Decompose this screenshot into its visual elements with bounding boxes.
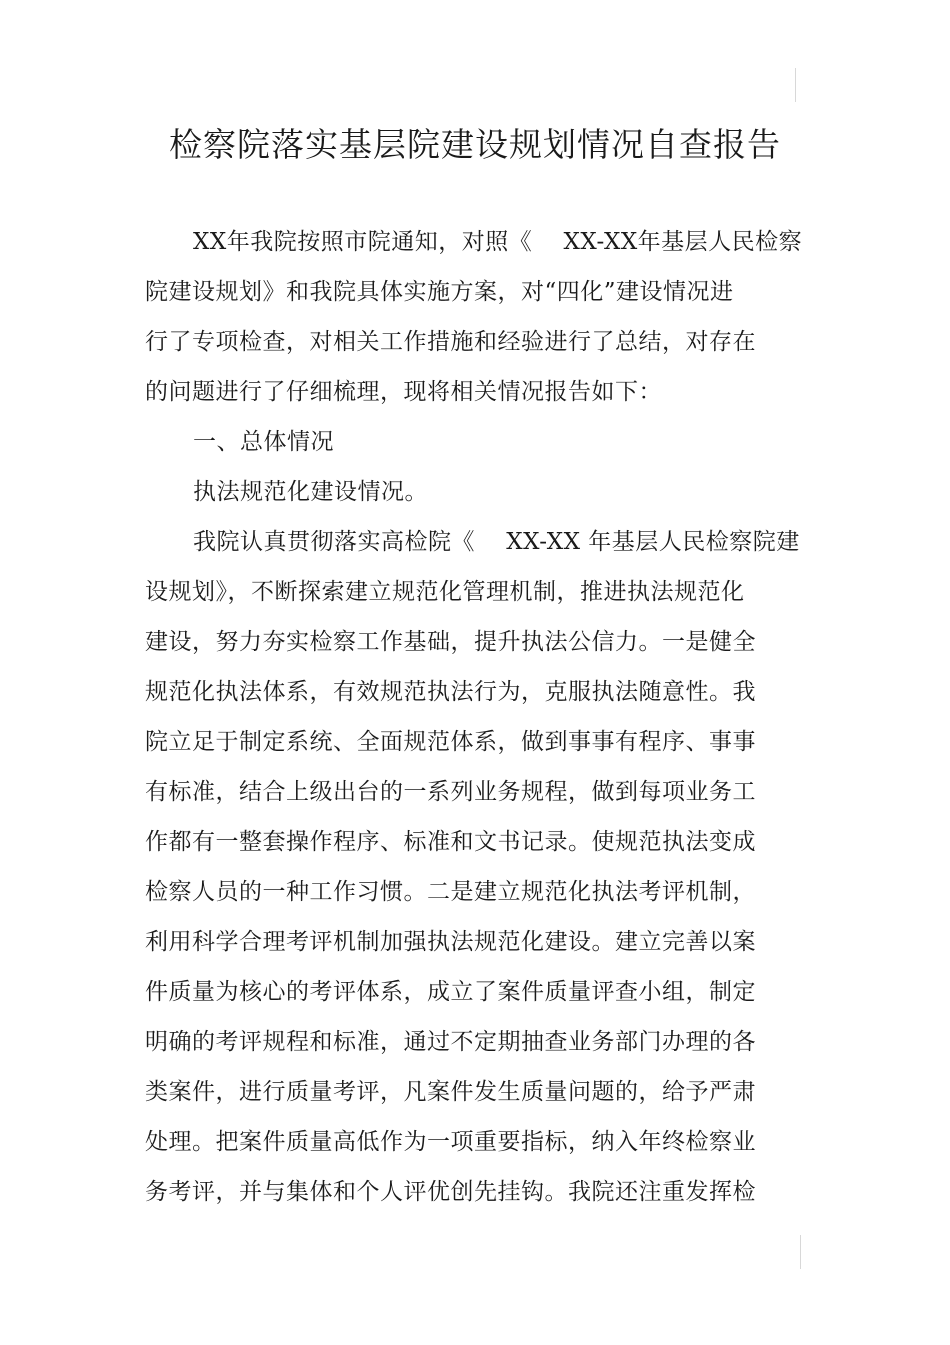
body-line: 我院认真贯彻落实高检院《 XX-XX 年基层人民检察院建	[193, 529, 800, 555]
subsection-heading: 执法规范化建设情况。	[193, 479, 428, 505]
body-line: 处理。把案件质量高低作为一项重要指标，纳入年终检察业	[145, 1129, 756, 1155]
body-line: XX年我院按照市院通知，对照《 XX-XX年基层人民检察	[193, 229, 803, 255]
document-title: 检察院落实基层院建设规划情况自查报告	[169, 125, 781, 164]
body-line: 规范化执法体系，有效规范执法行为，克服执法随意性。我	[145, 679, 756, 705]
section-heading: 一、总体情况	[193, 429, 334, 455]
body-line: 类案件，进行质量考评，凡案件发生质量问题的，给予严肃	[145, 1079, 756, 1105]
body-line: 建设，努力夯实检察工作基础，提升执法公信力。一是健全	[145, 629, 756, 655]
body-line: 检察人员的一种工作习惯。二是建立规范化执法考评机制，	[145, 879, 756, 905]
body-line: 行了专项检查，对相关工作措施和经验进行了总结，对存在	[145, 329, 756, 355]
body-line: 务考评，并与集体和个人评优创先挂钩。我院还注重发挥检	[145, 1179, 756, 1205]
body-line: 院立足于制定系统、全面规范体系，做到事事有程序、事事	[145, 729, 756, 755]
body-line: 院建设规划》和我院具体实施方案，对“四化”建设情况进	[145, 279, 734, 305]
body-line: 明确的考评规程和标准，通过不定期抽查业务部门办理的各	[145, 1029, 756, 1055]
body-line: 有标准，结合上级出台的一系列业务规程，做到每项业务工	[145, 779, 756, 805]
body-line: 件质量为核心的考评体系，成立了案件质量评查小组，制定	[145, 979, 756, 1005]
page-corner-mark-bottom	[800, 1235, 801, 1269]
body-line: 利用科学合理考评机制加强执法规范化建设。建立完善以案	[145, 929, 756, 955]
body-line: 的问题进行了仔细梳理，现将相关情况报告如下：	[145, 379, 662, 405]
body-line: 设规划》，不断探索建立规范化管理机制，推进执法规范化	[145, 579, 745, 605]
body-line: 作都有一整套操作程序、标准和文书记录。使规范执法变成	[145, 829, 756, 855]
page-corner-mark-top	[795, 68, 796, 102]
